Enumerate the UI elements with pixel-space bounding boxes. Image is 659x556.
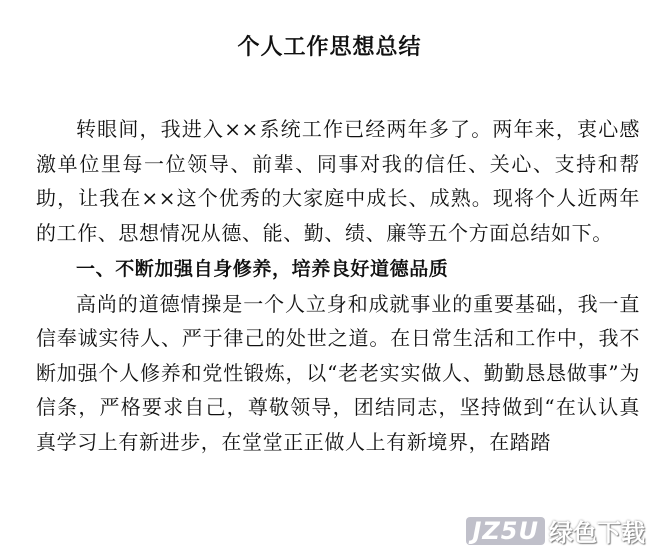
section-heading-1: 一、不断加强自身修养，培养良好道德品质 xyxy=(76,258,449,280)
document-title: 个人工作思想总结 xyxy=(237,35,422,60)
watermark-text: 绿色下载 xyxy=(549,519,645,547)
watermark xyxy=(466,513,645,548)
document-body xyxy=(36,112,640,459)
paragraph-intro: 转眼间，我进入××系统工作已经两年多了。两年来，衷心感激单位里每一位领导、前辈、同事对我的信任、关心、支持和帮助，让我在××这个优秀的大家庭中成长、成熟。现将个人近两年的工作、思想情况从德、能、勤、绩、廉等五个方面总结如下。 xyxy=(36,117,640,245)
paragraph-morality: 高尚的道德情操是一个人立身和成就事业的重要基础，我一直信奉诚实待人、严于律己的处世之道。在日常生活和工作中，我不断加强个人修养和党性锻炼，以“老老实实做人、勤勤恳恳做事”为信条，严格要求自己，尊敬领导，团结同志，坚持做到“在认认真真学习上有新进步，在堂堂正正做人上有新境界，在踏踏 xyxy=(36,291,640,454)
watermark-logo: JZ5U xyxy=(466,517,545,545)
